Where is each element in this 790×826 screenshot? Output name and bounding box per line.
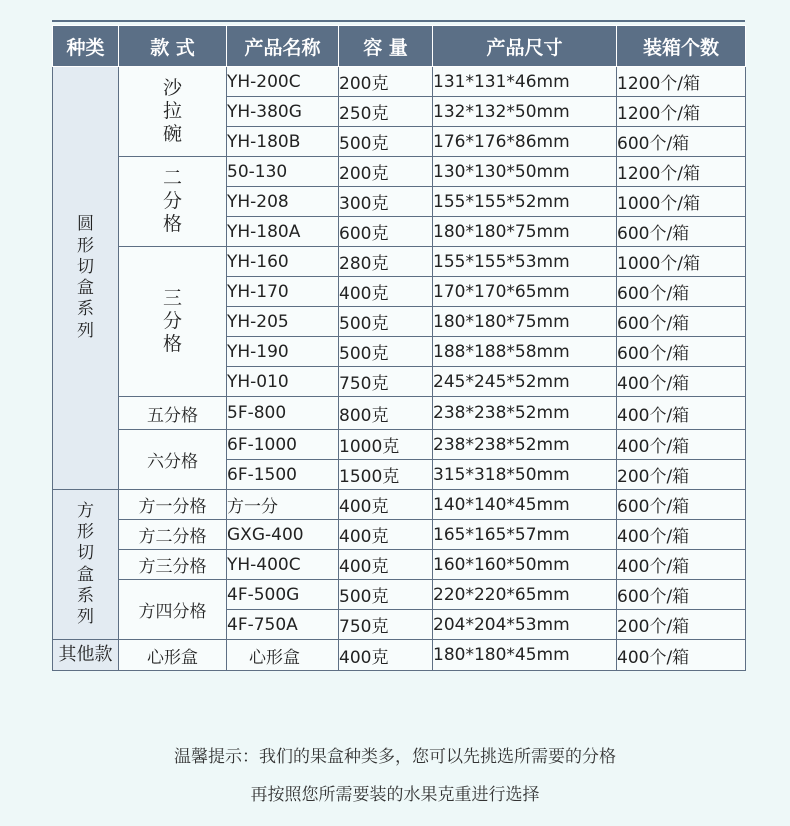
size-cell: 180*180*75mm xyxy=(433,217,617,247)
model-cell: YH-400C xyxy=(227,550,339,580)
size-cell: 165*165*57mm xyxy=(433,520,617,550)
style-two-compartment: 二分格 xyxy=(119,157,227,247)
category-other: 其他款 xyxy=(53,640,119,671)
size-cell: 140*140*45mm xyxy=(433,490,617,520)
model-cell: YH-200C xyxy=(227,67,339,97)
size-cell: 238*238*52mm xyxy=(433,430,617,460)
capacity-cell: 750克 xyxy=(339,610,433,640)
table-row xyxy=(53,67,746,97)
pack-cell: 1000个/箱 xyxy=(617,247,746,277)
model-cell: YH-180A xyxy=(227,217,339,247)
pack-cell: 200个/箱 xyxy=(617,610,746,640)
capacity-cell: 400克 xyxy=(339,550,433,580)
size-cell: 176*176*86mm xyxy=(433,127,617,157)
capacity-cell: 500克 xyxy=(339,580,433,610)
table-row xyxy=(53,397,746,430)
style-heart: 心形盒 xyxy=(119,640,227,671)
category-square: 方形切盒系列 xyxy=(53,490,119,640)
size-cell: 130*130*50mm xyxy=(433,157,617,187)
table-row xyxy=(53,157,746,187)
capacity-cell: 1500克 xyxy=(339,460,433,490)
capacity-cell: 200克 xyxy=(339,157,433,187)
pack-cell: 600个/箱 xyxy=(617,490,746,520)
table-row xyxy=(53,247,746,277)
size-cell: 204*204*53mm xyxy=(433,610,617,640)
model-cell: YH-010 xyxy=(227,367,339,397)
pack-cell: 600个/箱 xyxy=(617,217,746,247)
model-cell: 6F-1500 xyxy=(227,460,339,490)
style-six-compartment: 六分格 xyxy=(119,430,227,490)
pack-cell: 600个/箱 xyxy=(617,277,746,307)
model-cell: 5F-800 xyxy=(227,397,339,430)
pack-cell: 1200个/箱 xyxy=(617,97,746,127)
capacity-cell: 500克 xyxy=(339,337,433,367)
category-round: 圆形切盒系列 xyxy=(53,67,119,490)
header-product-size: 产品尺寸 xyxy=(433,26,617,67)
table-row xyxy=(53,550,746,580)
size-cell: 170*170*65mm xyxy=(433,277,617,307)
model-cell: 方一分 xyxy=(227,490,339,520)
model-cell: YH-180B xyxy=(227,127,339,157)
style-square-one: 方一分格 xyxy=(119,490,227,520)
pack-cell: 400个/箱 xyxy=(617,640,746,671)
style-five-compartment: 五分格 xyxy=(119,397,227,430)
capacity-cell: 400克 xyxy=(339,520,433,550)
size-cell: 155*155*52mm xyxy=(433,187,617,217)
header-product-name: 产品名称 xyxy=(227,26,339,67)
capacity-cell: 500克 xyxy=(339,307,433,337)
model-cell: YH-380G xyxy=(227,97,339,127)
table-row xyxy=(53,490,746,520)
size-cell: 315*318*50mm xyxy=(433,460,617,490)
capacity-cell: 400克 xyxy=(339,640,433,671)
capacity-cell: 280克 xyxy=(339,247,433,277)
pack-cell: 1200个/箱 xyxy=(617,157,746,187)
size-cell: 238*238*52mm xyxy=(433,397,617,430)
header-capacity: 容 量 xyxy=(339,26,433,67)
header-style: 款 式 xyxy=(119,26,227,67)
model-cell: YH-160 xyxy=(227,247,339,277)
model-cell: 50-130 xyxy=(227,157,339,187)
pack-cell: 400个/箱 xyxy=(617,520,746,550)
header-pack-count: 装箱个数 xyxy=(617,26,746,67)
style-square-two: 方二分格 xyxy=(119,520,227,550)
model-cell: 6F-1000 xyxy=(227,430,339,460)
pack-cell: 400个/箱 xyxy=(617,550,746,580)
top-divider xyxy=(52,20,745,22)
capacity-cell: 300克 xyxy=(339,187,433,217)
size-cell: 220*220*65mm xyxy=(433,580,617,610)
style-square-four: 方四分格 xyxy=(119,580,227,640)
pack-cell: 600个/箱 xyxy=(617,307,746,337)
model-cell: 心形盒 xyxy=(227,640,339,671)
style-square-three: 方三分格 xyxy=(119,550,227,580)
pack-cell: 600个/箱 xyxy=(617,337,746,367)
table-header-row xyxy=(53,26,746,67)
pack-cell: 400个/箱 xyxy=(617,367,746,397)
model-cell: YH-205 xyxy=(227,307,339,337)
pack-cell: 600个/箱 xyxy=(617,580,746,610)
size-cell: 132*132*50mm xyxy=(433,97,617,127)
pack-cell: 200个/箱 xyxy=(617,460,746,490)
capacity-cell: 600克 xyxy=(339,217,433,247)
size-cell: 155*155*53mm xyxy=(433,247,617,277)
size-cell: 188*188*58mm xyxy=(433,337,617,367)
capacity-cell: 500克 xyxy=(339,127,433,157)
size-cell: 180*180*45mm xyxy=(433,640,617,671)
table-row xyxy=(53,580,746,610)
pack-cell: 600个/箱 xyxy=(617,127,746,157)
capacity-cell: 250克 xyxy=(339,97,433,127)
table-row xyxy=(53,640,746,671)
pack-cell: 400个/箱 xyxy=(617,397,746,430)
model-cell: YH-190 xyxy=(227,337,339,367)
tip-line-1: 温馨提示：我们的果盒种类多，您可以先挑选所需要的分格 xyxy=(174,747,616,767)
size-cell: 180*180*75mm xyxy=(433,307,617,337)
model-cell: 4F-750A xyxy=(227,610,339,640)
tip-line-2: 再按照您所需要装的水果克重进行选择 xyxy=(250,785,540,805)
table-row xyxy=(53,520,746,550)
pack-cell: 400个/箱 xyxy=(617,430,746,460)
capacity-cell: 200克 xyxy=(339,67,433,97)
model-cell: YH-170 xyxy=(227,277,339,307)
model-cell: 4F-500G xyxy=(227,580,339,610)
style-salad-bowl: 沙拉碗 xyxy=(119,67,227,157)
capacity-cell: 750克 xyxy=(339,367,433,397)
pack-cell: 1200个/箱 xyxy=(617,67,746,97)
product-spec-table xyxy=(52,25,746,671)
header-category: 种类 xyxy=(53,26,119,67)
size-cell: 131*131*46mm xyxy=(433,67,617,97)
style-three-compartment: 三分格 xyxy=(119,247,227,397)
table-row xyxy=(53,430,746,460)
capacity-cell: 1000克 xyxy=(339,430,433,460)
size-cell: 160*160*50mm xyxy=(433,550,617,580)
pack-cell: 1000个/箱 xyxy=(617,187,746,217)
model-cell: YH-208 xyxy=(227,187,339,217)
capacity-cell: 400克 xyxy=(339,490,433,520)
capacity-cell: 400克 xyxy=(339,277,433,307)
capacity-cell: 800克 xyxy=(339,397,433,430)
model-cell: GXG-400 xyxy=(227,520,339,550)
size-cell: 245*245*52mm xyxy=(433,367,617,397)
